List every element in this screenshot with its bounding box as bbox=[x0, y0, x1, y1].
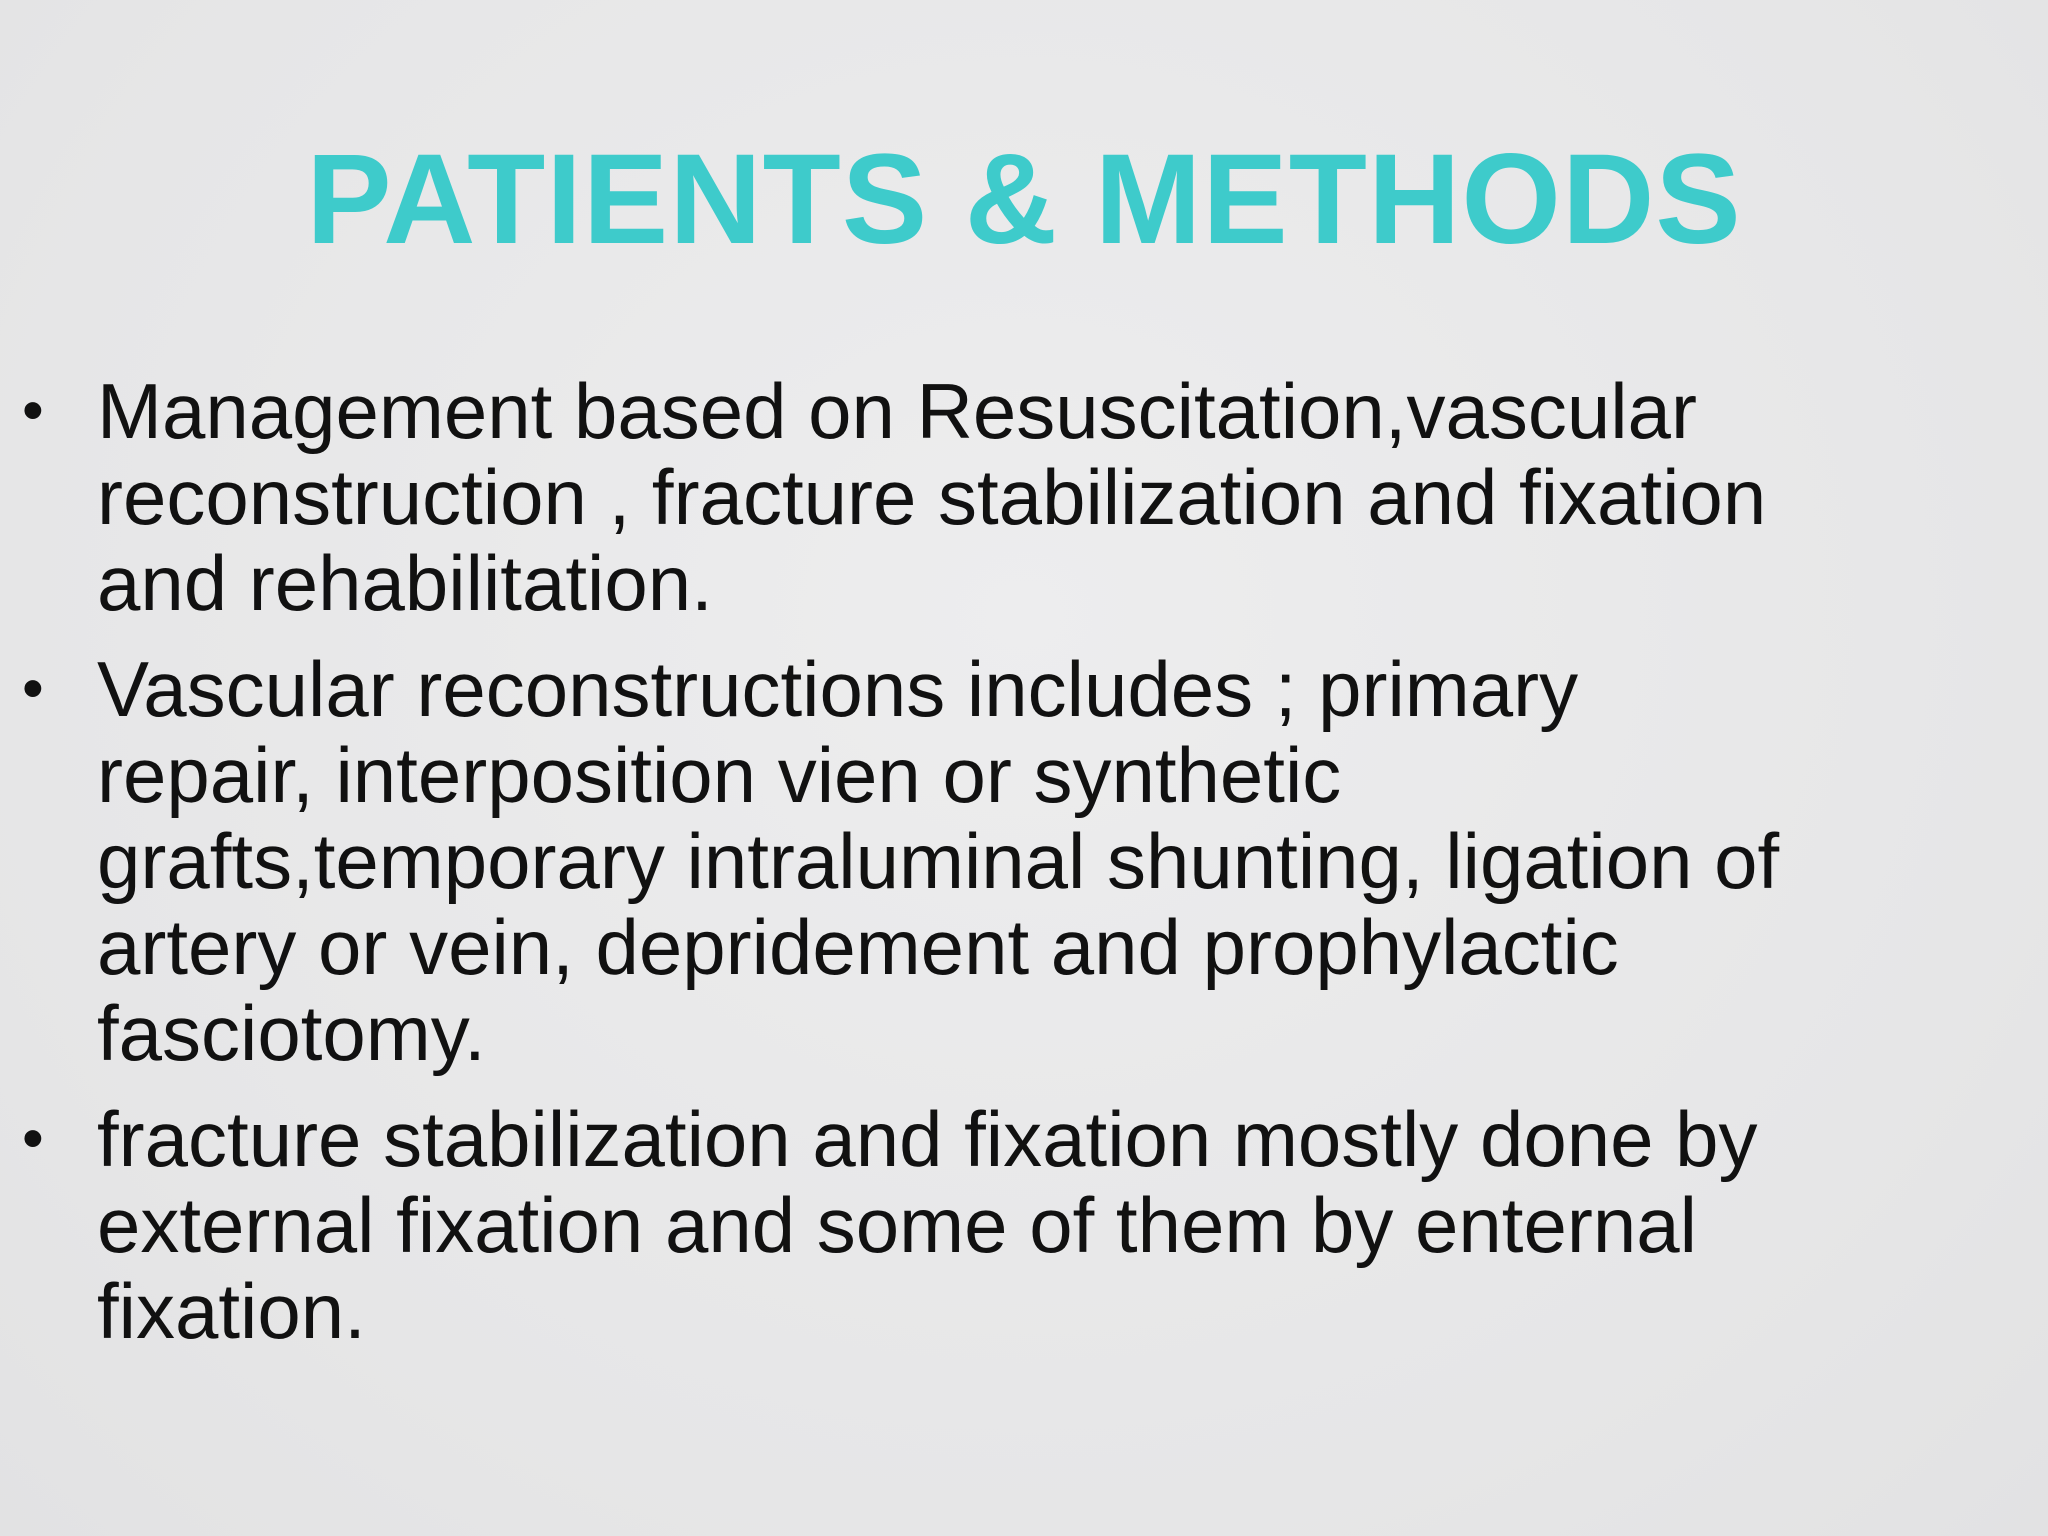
bullet-text-line: Vascular reconstructions includes ; primary bbox=[97, 645, 1579, 733]
bullet-text-line: fixation. bbox=[97, 1267, 366, 1355]
bullet-text-line: artery or vein, depridement and prophylactic bbox=[97, 903, 1619, 991]
bullet-text-line: external fixation and some of them by enternal bbox=[97, 1181, 1697, 1269]
bullet-item-management bbox=[0, 368, 2000, 626]
bullet-item-fracture-stabilization bbox=[0, 1096, 2000, 1354]
bullet-text-line: grafts,temporary intraluminal shunting, ligation of bbox=[97, 817, 1780, 905]
bullet-text-line: and rehabilitation. bbox=[97, 539, 713, 627]
bullet-text-line: repair, interposition vien or synthetic bbox=[97, 731, 1342, 819]
bullet-dot-icon: • bbox=[22, 1104, 44, 1173]
slide-title: PATIENTS & METHODS bbox=[306, 128, 1742, 271]
bullet-list bbox=[0, 368, 2000, 1374]
bullet-dot-icon: • bbox=[22, 376, 44, 445]
bullet-text-line: fracture stabilization and fixation mostly done by bbox=[97, 1095, 1758, 1183]
bullet-text-line: Management based on Resuscitation,vascular bbox=[97, 367, 1697, 455]
bullet-item-vascular-reconstructions bbox=[0, 646, 2000, 1076]
bullet-text-line: reconstruction , fracture stabilization and fixation bbox=[97, 453, 1767, 541]
bullet-text-line: fasciotomy. bbox=[97, 989, 486, 1077]
bullet-dot-icon: • bbox=[22, 654, 44, 723]
